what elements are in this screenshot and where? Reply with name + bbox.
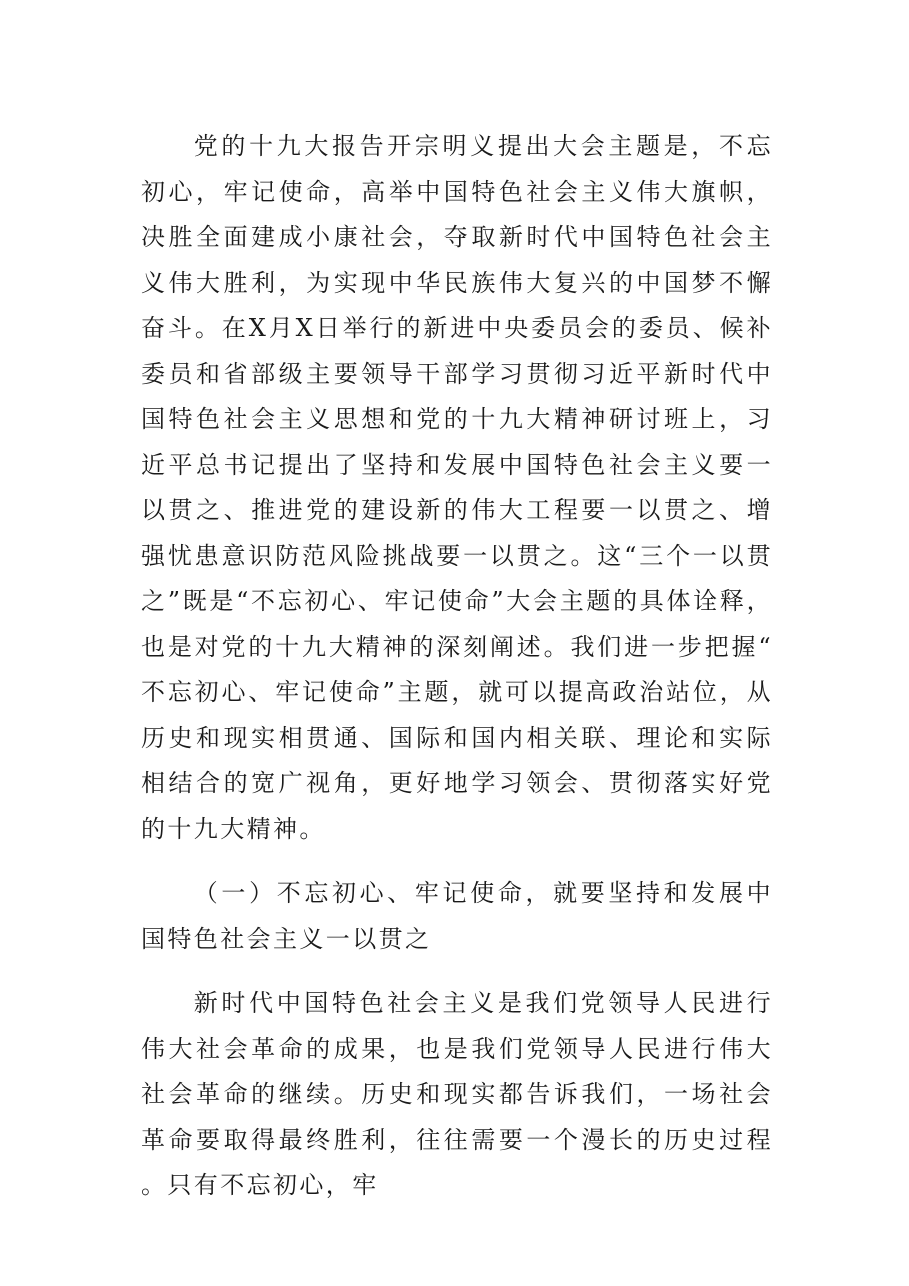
section-heading: （一）不忘初心、牢记使命，就要坚持和发展中国特色社会主义一以贯之 [141,879,773,953]
body-paragraph: 新时代中国特色社会主义是我们党领导人民进行伟大社会革命的成果，也是我们党领导人民进行伟大社会革命的继续。历史和现实都告诉我们，一场社会革命要取得最终胜利，往往需要一个漫长的历史过程。只有不忘初心，牢 [141,989,773,1199]
document-body [141,124,773,1209]
intro-paragraph: 党的十九大报告开宗明义提出大会主题是，不忘初心，牢记使命，高举中国特色社会主义伟大旗帜，决胜全面建成小康社会，夺取新时代中国特色社会主义伟大胜利，为实现中华民族伟大复兴的中国梦不懈奋斗。在X月X日举行的新进中央委员会的委员、候补委员和省部级主要领导干部学习贯彻习近平新时代中国特色社会主义思想和党的十九大精神研讨班上，习近平总书记提出了坚持和发展中国特色社会主义要一以贯之、推进党的建设新的伟大工程要一以贯之、增强忧患意识防范风险挑战要一以贯之。这“三个一以贯之”既是“不忘初心、牢记使命”大会主题的具体诠释，也是对党的十九大精神的深刻阐述。我们进一步把握“不忘初心、牢记使命”主题，就可以提高政治站位，从历史和现实相贯通、国际和国内相关联、理论和实际相结合的宽广视角，更好地学习领会、贯彻落实好党的十九大精神。 [141,132,773,843]
